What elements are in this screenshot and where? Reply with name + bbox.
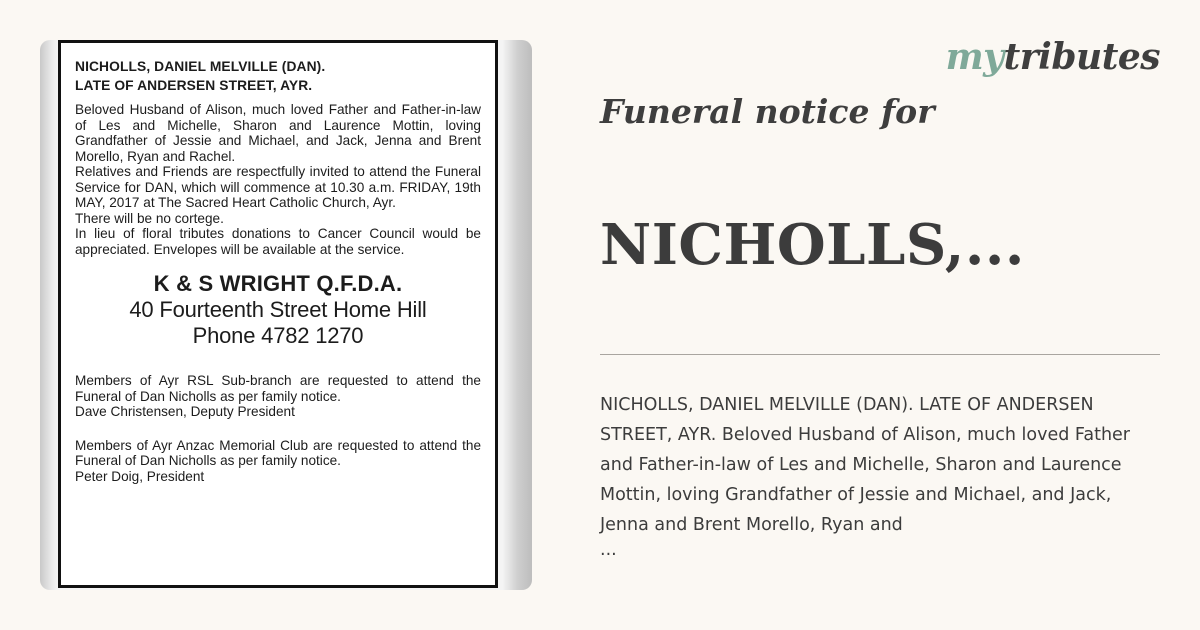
anzac-notice-text: Members of Ayr Anzac Memorial Club are requested to attend the Funeral of Dan Nicholls as per family notice.	[75, 437, 481, 468]
mytributes-logo[interactable]	[946, 36, 1160, 78]
notice-service-paragraph: Relatives and Friends are respectfully invited to attend the Funeral Service for DAN, which will commence at 10.30 a.m. FRIDAY, 19th MAY, 2017 at The Sacred Heart Catholic Church, Ayr.	[75, 164, 481, 210]
funeral-director-phone: Phone 4782 1270	[192, 323, 364, 348]
logo-tributes: tributes	[1003, 36, 1160, 78]
notice-image	[40, 40, 532, 590]
rsl-notice	[75, 373, 481, 420]
notice-heading-address: LATE OF ANDERSEN STREET, AYR.	[75, 77, 313, 93]
rsl-notice-signature: Dave Christensen, Deputy President	[75, 404, 295, 419]
page-subtitle: Funeral notice for	[600, 92, 935, 131]
notice-heading-name: NICHOLLS, DANIEL MELVILLE (DAN).	[75, 59, 326, 74]
notice-family-paragraph: Beloved Husband of Alison, much loved Father and Father-in-law of Les and Michelle, Sharon and Laurence Mottin, loving Grandfather of Jessie and Michael, and Jack, Jenna and Brent Morello, Ryan and Rachel.	[75, 102, 481, 164]
funeral-director-name: K & S WRIGHT Q.F.D.A.	[153, 271, 403, 296]
notice-donations-paragraph: In lieu of floral tributes donations to Cancer Council would be appreciated. Envelopes will be available at the service.	[75, 226, 481, 257]
anzac-notice-signature: Peter Doig, President	[75, 468, 205, 484]
excerpt-ellipsis: ...	[600, 540, 617, 560]
logo-my: my	[945, 36, 1004, 78]
notice-excerpt: NICHOLLS, DANIEL MELVILLE (DAN). LATE OF ANDERSEN STREET, AYR. Beloved Husband of Alison, much loved Father and Father-in-law of Les and Michelle, Sharon and Laurence Mottin, loving Grandfather of Jessie and Michael, and Jack, Jenna and Brent Morello, Ryan and	[600, 395, 1130, 535]
rsl-notice-text: Members of Ayr RSL Sub-branch are requested to attend the Funeral of Dan Nicholls as per family notice.	[75, 373, 481, 404]
newspaper-clipping	[58, 40, 498, 588]
notice-cortege-line: There will be no cortege.	[75, 210, 224, 226]
divider	[600, 354, 1160, 355]
page-title: NICHOLLS,...	[600, 212, 1025, 278]
anzac-notice	[75, 438, 481, 485]
funeral-director-address: 40 Fourteenth Street Home Hill	[129, 297, 427, 322]
